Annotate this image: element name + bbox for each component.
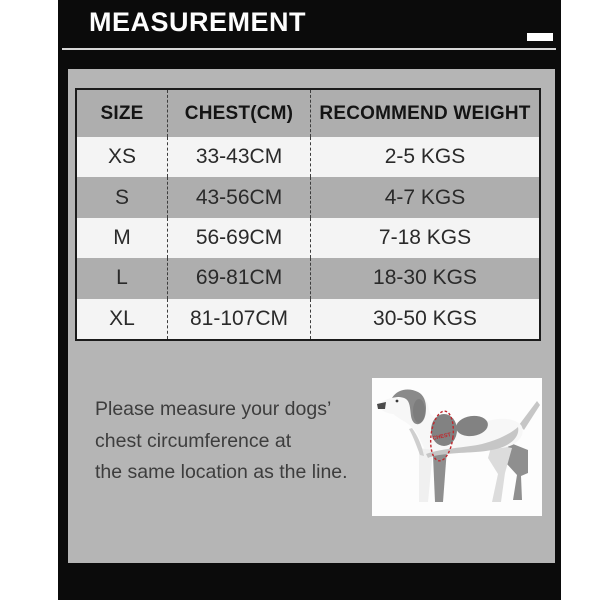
header-divider: [62, 48, 556, 50]
table-cell: 7-18 KGS: [310, 218, 539, 258]
dog-figure: [372, 378, 542, 516]
dog-tail: [519, 401, 540, 430]
dog-illustration: [372, 378, 542, 516]
note-line-3: the same location as the line.: [95, 461, 348, 483]
measurement-note: [95, 394, 348, 489]
note-line-1: Please measure your dogs’: [95, 398, 332, 420]
dash-icon: [527, 33, 553, 41]
chest-label: CHEST: [432, 432, 452, 442]
measurement-card: [58, 0, 561, 600]
table-cell: 33-43CM: [167, 137, 310, 177]
dog-ear: [413, 399, 425, 423]
dog-eye: [396, 400, 399, 403]
table-cell: 69-81CM: [167, 258, 310, 298]
content-panel: [68, 69, 555, 563]
table-cell: 43-56CM: [167, 177, 310, 217]
table-cell: 2-5 KGS: [310, 137, 539, 177]
table-cell: XS: [77, 137, 167, 177]
note-line-2: chest circumference at: [95, 429, 292, 452]
table-cell: M: [77, 218, 167, 258]
table-cell: XL: [77, 299, 167, 339]
table-cell: 56-69CM: [167, 218, 310, 258]
table-header-size: SIZE: [77, 90, 167, 137]
table-cell: 81-107CM: [167, 299, 310, 339]
table-cell: S: [77, 177, 167, 217]
page-title: MEASUREMENT: [89, 7, 307, 37]
dog-near-rear-leg: [488, 444, 512, 502]
size-chart-table: [75, 88, 541, 341]
dog-nose: [377, 402, 386, 409]
table-cell: L: [77, 258, 167, 298]
table-cell: 4-7 KGS: [310, 177, 539, 217]
table-header-weight: RECOMMEND WEIGHT: [310, 90, 539, 137]
table-header-chest: CHEST(CM): [167, 90, 310, 137]
table-cell: 30-50 KGS: [310, 299, 539, 339]
table-cell: 18-30 KGS: [310, 258, 539, 298]
